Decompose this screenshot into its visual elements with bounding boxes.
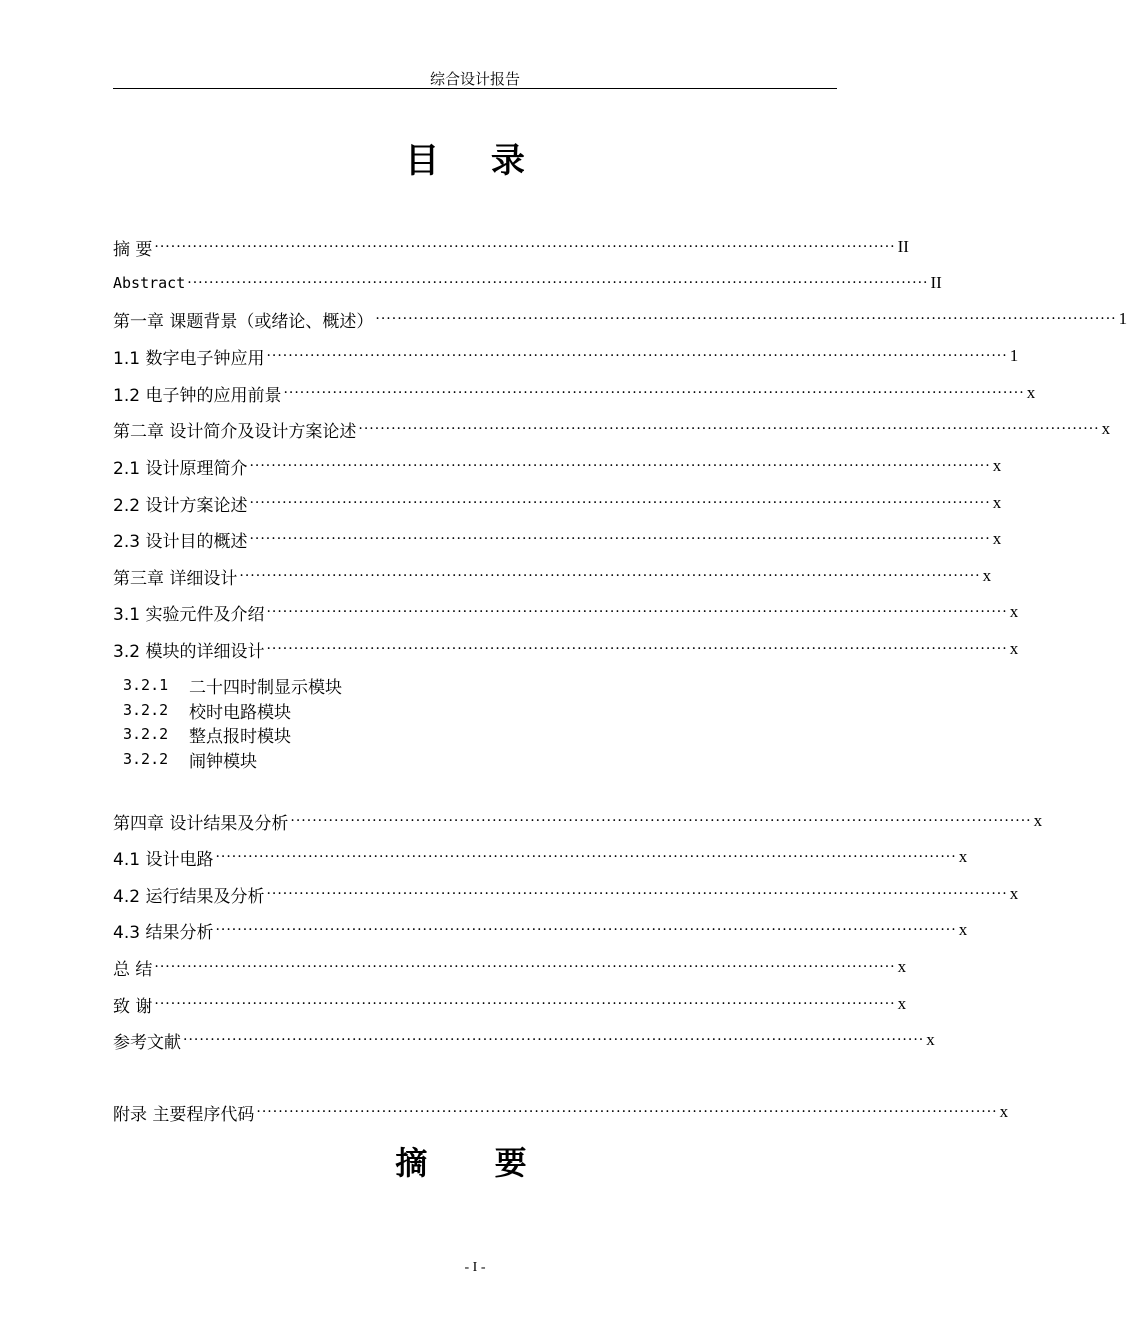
leader-dots: ········································································································································ bbox=[358, 421, 1100, 437]
leader-dots: ········································································································································ bbox=[266, 886, 1008, 902]
toc-entry-1-2[interactable]: 1.2 电子钟的应用前景 ········································································································································ x bbox=[113, 383, 1036, 406]
toc-sub-entry[interactable]: 3.2.1 二十四时制显示模块 bbox=[123, 676, 342, 698]
leader-dots: ········································································································································ bbox=[183, 1032, 925, 1048]
leader-dots: ········································································································································ bbox=[375, 311, 1117, 327]
toc-entry-4-2[interactable]: 4.2 运行结果及分析 ········································································································································ x bbox=[113, 884, 1019, 907]
toc-entry-appendix[interactable]: 附录 主要程序代码 ········································································································································ x bbox=[113, 1102, 1009, 1125]
toc-entry-2-1[interactable]: 2.1 设计原理简介 ········································································································································ x bbox=[113, 456, 1002, 479]
leader-dots: ········································································································································ bbox=[249, 495, 991, 511]
leader-dots: ········································································································································ bbox=[154, 996, 896, 1012]
toc-entry-chapter-3[interactable]: 第三章 详细设计 ········································································································································ x bbox=[113, 566, 992, 589]
abstract-heading: 摘 要 bbox=[395, 1144, 555, 1182]
toc-entry-references[interactable]: 参考文献 ········································································································································ x bbox=[113, 1030, 935, 1053]
toc-sub-entry[interactable]: 3.2.2 校时电路模块 bbox=[123, 701, 291, 723]
toc-entry-acknowledgements[interactable]: 致 谢 ········································································································································ x bbox=[113, 994, 907, 1017]
toc-entry-4-3[interactable]: 4.3 结果分析 ········································································································································ x bbox=[113, 920, 968, 943]
toc-entry-conclusion[interactable]: 总 结 ········································································································································ x bbox=[113, 957, 907, 980]
leader-dots: ········································································································································ bbox=[249, 458, 991, 474]
toc-entry-chapter-1[interactable]: 第一章 课题背景（或绪论、概述） ········································································································································ 1 bbox=[113, 309, 1127, 332]
toc-entry-chapter-2[interactable]: 第二章 设计简介及设计方案论述 ········································································································································ x bbox=[113, 419, 1111, 442]
toc-entry-3-2[interactable]: 3.2 模块的详细设计 ········································································································································ x bbox=[113, 639, 1019, 662]
leader-dots: ········································································································································ bbox=[283, 385, 1025, 401]
toc-entry-3-1[interactable]: 3.1 实验元件及介绍 ········································································································································ x bbox=[113, 602, 1019, 625]
leader-dots: ········································································································································ bbox=[154, 239, 896, 255]
toc-entry-abstract-en[interactable]: Abstract ········································································································································ II bbox=[113, 273, 942, 292]
toc-entry-4-1[interactable]: 4.1 设计电路 ········································································································································ x bbox=[113, 847, 968, 870]
leader-dots: ········································································································································ bbox=[266, 604, 1008, 620]
leader-dots: ········································································································································ bbox=[187, 275, 929, 291]
toc-sub-entry[interactable]: 3.2.2 整点报时模块 bbox=[123, 725, 291, 747]
leader-dots: ········································································································································ bbox=[215, 849, 957, 865]
toc-entry-abstract-cn[interactable]: 摘 要 ········································································································································ II bbox=[113, 237, 909, 260]
page-number: - I - bbox=[464, 1260, 486, 1275]
toc-entry-2-2[interactable]: 2.2 设计方案论述 ········································································································································ x bbox=[113, 493, 1002, 516]
toc-entry-chapter-4[interactable]: 第四章 设计结果及分析 ········································································································································ x bbox=[113, 811, 1043, 834]
toc-sub-entry[interactable]: 3.2.2 闹钟模块 bbox=[123, 750, 257, 772]
leader-dots: ········································································································································ bbox=[215, 922, 957, 938]
toc-entry-2-3[interactable]: 2.3 设计目的概述 ········································································································································ x bbox=[113, 529, 1002, 552]
leader-dots: ········································································································································ bbox=[249, 531, 991, 547]
leader-dots: ········································································································································ bbox=[154, 959, 896, 975]
leader-dots: ········································································································································ bbox=[290, 813, 1032, 829]
leader-dots: ········································································································································ bbox=[239, 568, 981, 584]
leader-dots: ········································································································································ bbox=[256, 1104, 998, 1120]
running-header: 综合设计报告 bbox=[429, 70, 520, 88]
leader-dots: ········································································································································ bbox=[266, 348, 1008, 364]
header-rule bbox=[113, 88, 837, 89]
toc-entry-1-1[interactable]: 1.1 数字电子钟应用 ········································································································································ 1 bbox=[113, 346, 1019, 369]
toc-title: 目 录 bbox=[405, 141, 545, 181]
leader-dots: ········································································································································ bbox=[266, 641, 1008, 657]
